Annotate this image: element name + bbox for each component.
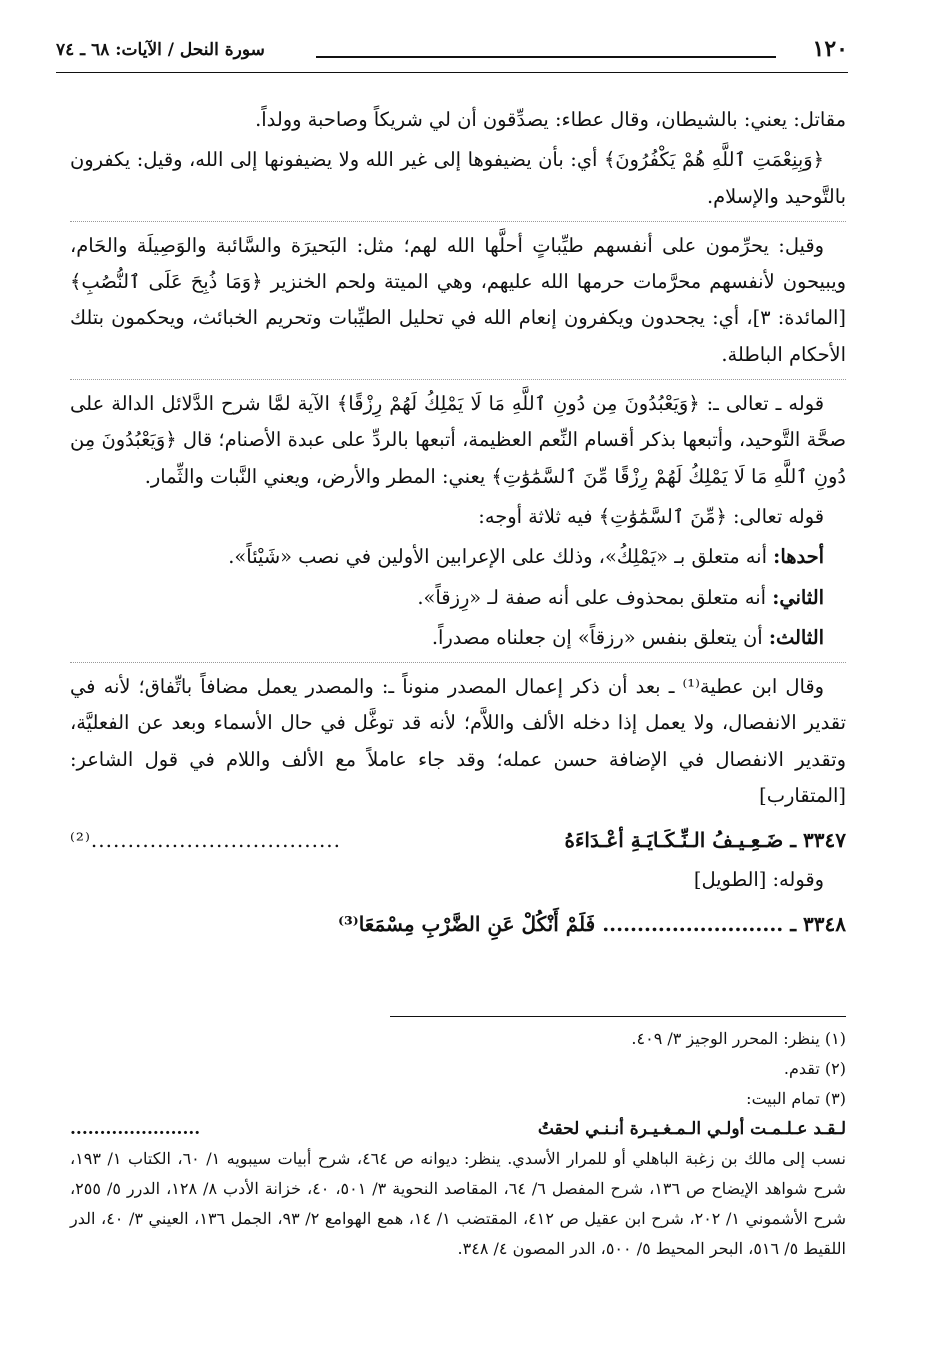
footnotes	[70, 1024, 846, 1264]
aspect-first	[70, 539, 846, 575]
aspect-second	[70, 580, 846, 616]
footnote-verse	[70, 1114, 846, 1144]
verse-text: ٣٣٤٧ ـ ضَـعِـيـفُ الـنِّـكَـايَـةِ أعْـدَاءَهُ	[564, 828, 846, 853]
verse-text: لـقـد عـلـمـت أولـي الـمـغـيـرة أنـنـي لحقتُ	[537, 1119, 846, 1139]
footnote: (٢) تقدم.	[783, 1059, 846, 1078]
footnote: (٣) تمام البيت:	[746, 1089, 846, 1108]
poetry-verse	[70, 903, 846, 947]
sura-title: سورة النحل / الآيات: ٦٨ ـ ٧٤	[56, 40, 265, 60]
aspect-text: أنه متعلق بـ «يَمْلِكُ»، وذلك على الإعرابين الأولين في نصب «شَيْئاً».	[228, 545, 767, 569]
footnote-sources: نسب إلى مالك بن زغبة الباهلي أو للمرار الأسدي. ينظر: ديوانه ص ٤٦٤، شرح أبيات سيبويه ١/ ٦٠، الكتاب ١/ ١٩٣، شرح شواهد الإيضاح ص ١٣٦، شرح المفصل ٦/ ٦٤، المقاصد النحوية ٣/ ٥٠١، ٤٠، خزانة الأدب ٨/ ١٢٨، الدرر ٥/ ٢٥٥، شرح الأشموني ١/ ٢٠٢، شرح ابن عقيل ص ٤١٢، المقتضب ١/ ١٤، همع الهوامع ٢/ ٩٣، الجمل ١٣٦، العيني ٣/ ٤٠، الدر اللقيط ٥/ ٥١٦، البحر المحيط ٥/ ٥٠٠، الدر المصون ٤/ ٣٤٨.	[70, 1149, 847, 1258]
main-text	[70, 102, 846, 947]
paragraph: مقاتل: يعني: بالشيطان، وقال عطاء: يصدِّقون أن لي شريكاً وصاحبة وولداً.	[255, 108, 846, 131]
divider	[70, 221, 846, 222]
footnote: (١) ينظر: المحرر الوجيز ٣/ ٤٠٩.	[631, 1029, 846, 1048]
header-rule	[316, 56, 776, 58]
poetry-verse	[70, 818, 846, 862]
header-underline	[56, 72, 848, 73]
paragraph: وقال ابن عطية⁽¹⁾ ـ بعد أن ذكر إعمال المصدر منوناً ـ: والمصدر يعمل مضافاً باتِّفاق؛ لأنه في تقدير الانفصال، ولا يعمل إذا دخله الألف واللاَّم؛ لأنه قد توغَّل في حال الأسماء وبعد عن الفعليَّة، وتقدير الانفصال في الإضافة حسن عمله؛ وقد جاء عاملاً مع الألف واللام في قول الشاعر: [المتقارب]	[70, 675, 846, 808]
paragraph: ﴿وَبِنِعْمَتِ ٱللَّهِ هُمْ يَكْفُرُونَ﴾ أي: بأن يضيفوها إلى غير الله ولا يضيفونها إلى الله، وقيل: يكفرون بالتَّوحيد والإسلام.	[70, 148, 846, 208]
page-header	[56, 36, 848, 74]
paragraph: وقوله: [الطويل]	[693, 868, 824, 892]
paragraph: قوله تعالى: ﴿مِّنَ ٱلسَّمَٰوَٰتِ﴾ فيه ثلاثة أوجه:	[478, 504, 824, 528]
divider	[70, 379, 846, 380]
paragraph: قوله ـ تعالى ـ: ﴿وَيَعْبُدُونَ مِن دُونِ ٱللَّهِ مَا لَا يَمْلِكُ لَهُمْ رِزْقًا﴾ الآية لمَّا شرح الدَّلائل الدالة على صحَّة التَّوحيد، وأتبعها بذكر أقسام النِّعم العظيمة، أتبعها بالردِّ على عبدة الأصنام؛ قال ﴿وَيَعْبُدُونَ مِن دُونِ ٱللَّهِ مَا لَا يَمْلِكُ لَهُمْ رِزْقًا مِّنَ ٱلسَّمَٰوَٰتِ﴾ يعني: المطر والأرض، ويعني النَّبات والثِّمار.	[70, 392, 846, 488]
divider	[70, 662, 846, 663]
aspect-label: الثالث:	[768, 625, 824, 649]
aspect-text: أن يتعلق بنفس «رزقاً» إن جعلناه مصدراً.	[431, 625, 763, 649]
aspect-label: أحدها:	[773, 545, 824, 569]
page-number: ١٢٠	[812, 36, 848, 62]
verse-ellipsis: ..................................⁽²⁾	[70, 828, 342, 853]
aspect-label: الثاني:	[772, 585, 824, 609]
footnote-separator	[390, 1016, 846, 1017]
aspect-third	[70, 620, 846, 656]
aspect-text: أنه متعلق بمحذوف على أنه صفة لـ «رِزقاً».	[417, 585, 767, 609]
verse-ellipsis: ......................	[70, 1119, 201, 1139]
verse-text: ٣٣٤٨ ـ .......................... فَلَمْ أَنْكُلْ عَنِ الضَّرْبِ مِسْمَعَا⁽³⁾	[338, 912, 846, 937]
paragraph: وقيل: يحرِّمون على أنفسهم طيِّباتٍ أحلَّها الله لهم؛ مثل: البَحيرَة والسَّائبة والوَصِيلَة والحَام، ويبيحون لأنفسهم محرَّمات حرمها الله عليهم، وهي الميتة ولحم الخنزير ﴿وَمَا ذُبِحَ عَلَى ٱلنُّصُبِ﴾ [المائدة: ٣]، أي: يجحدون ويكفرون إنعام الله في تحليل الطيِّبات وتحريم الخبائث، ويحكمون بتلك الأحكام الباطلة.	[70, 233, 846, 366]
